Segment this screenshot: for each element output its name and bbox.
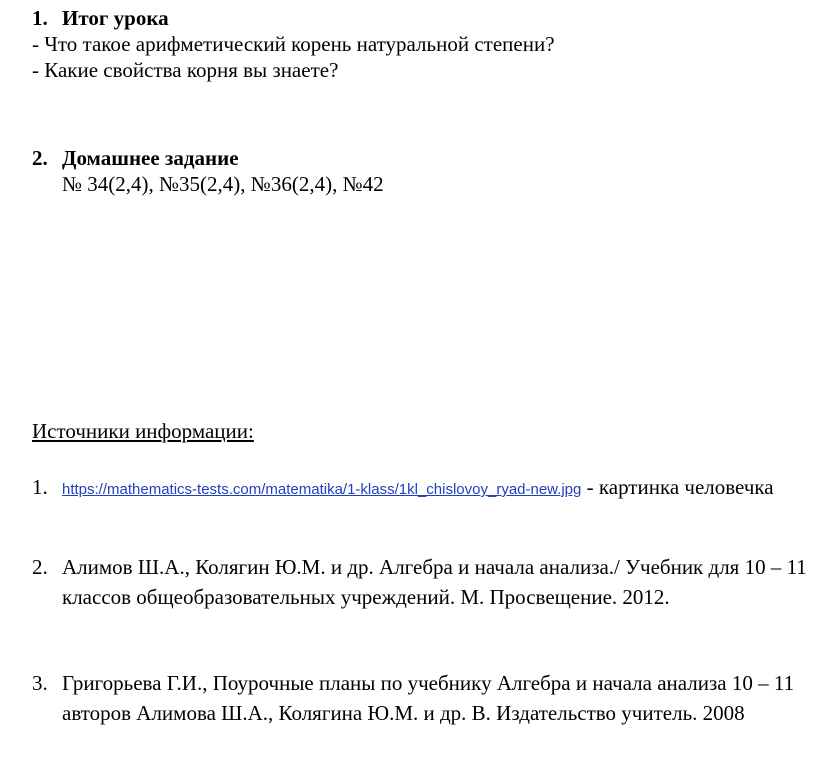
summary-question-1: - Что такое арифметический корень натуральной степени? [32, 32, 555, 56]
source-text-3: Григорьева Г.И., Поурочные планы по учебнику Алгебра и начала анализа 10 – 11 авторов Алимова Ш.А., Колягина Ю.М. и др. В. Издательство учитель. 2008 [62, 671, 795, 725]
homework-tasks: № 34(2,4), №35(2,4), №36(2,4), №42 [62, 172, 384, 196]
summary-number: 1. [32, 6, 48, 30]
source-item-2 [32, 552, 812, 612]
source-link-1[interactable]: https://mathematics-tests.com/matematika/1-klass/1kl_chislovoy_ryad-new.jpg [62, 481, 582, 498]
summary-title: Итог урока [62, 6, 169, 30]
source-number-1: 1. [32, 475, 48, 499]
source-number-3: 3. [32, 671, 48, 695]
summary-heading [32, 5, 169, 31]
source-item-3 [32, 668, 812, 728]
homework-title: Домашнее задание [62, 146, 239, 170]
homework-number: 2. [32, 146, 48, 170]
source-number-2: 2. [32, 555, 48, 579]
source-text-2: Алимов Ш.А., Колягин Ю.М. и др. Алгебра и начала анализа./ Учебник для 10 – 11 классов общеобразовательных учреждений. М. Просвещение. 2012. [62, 555, 807, 609]
sources-title: Источники информации: [32, 419, 254, 443]
source-text-1: - картинка человечка [581, 475, 774, 499]
source-item-1 [32, 472, 812, 505]
summary-question-2: - Какие свойства корня вы знаете? [32, 58, 339, 82]
homework-heading [32, 145, 239, 171]
